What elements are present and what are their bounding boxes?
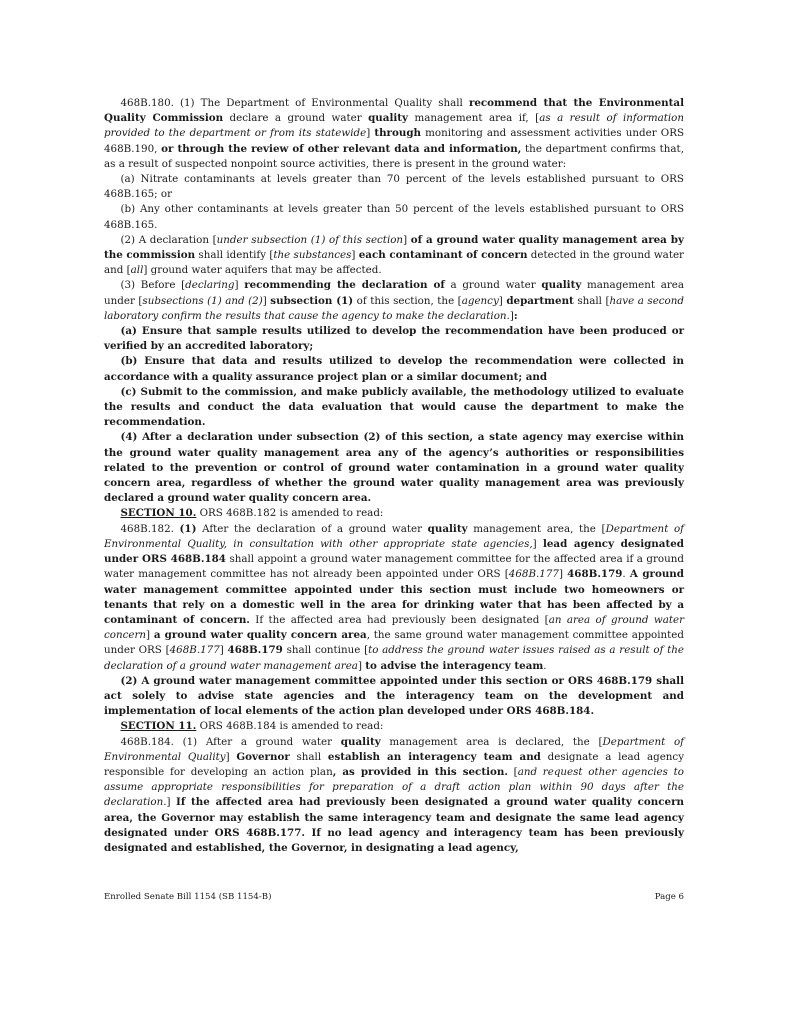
text-run: (3) Before [	[120, 279, 186, 292]
text-run: ]	[498, 294, 507, 307]
text-run: a ground water	[444, 279, 542, 292]
bold-text: of a ground water quality management area by the commission	[104, 233, 684, 262]
text-run: ]	[219, 644, 228, 657]
text-run: designate a lead agency responsible for developing an action plan	[104, 750, 685, 778]
italic-bracketed-text: all	[130, 264, 144, 277]
text-run: ]	[234, 279, 245, 292]
text-run: shall continue [	[282, 644, 369, 657]
bold-text: (2) A ground water management committee appointed under this section or ORS 468B.179 shall act solely to advise state agencies and the interagency team on the development and implementation of local elements of the action plan developed under ORS 468B.184.	[104, 674, 684, 718]
bold-text: :	[513, 309, 518, 322]
text-run: ] ground water aquifers that may be affected.	[143, 264, 382, 277]
paragraph	[104, 674, 684, 720]
bold-text: quality	[427, 522, 468, 535]
text-run: monitoring and assessment activities under ORS 468B.190,	[104, 127, 684, 155]
paragraph	[104, 719, 684, 734]
text-run: .	[543, 659, 547, 672]
italic-bracketed-text: agency	[461, 294, 499, 307]
text-run: [	[507, 765, 518, 778]
bold-text: department	[506, 294, 574, 307]
text-run: ORS 468B.182 is amended to read:	[196, 507, 384, 520]
paragraph	[104, 233, 684, 279]
bold-text: or through the review of other relevant data and information,	[161, 142, 522, 155]
text-run: the department confirms that, as a result of suspected nonpoint source activities, there is present in the ground water:	[104, 142, 684, 170]
text-run: ]	[351, 249, 359, 262]
paragraph	[104, 385, 684, 431]
bold-text: through	[374, 127, 422, 140]
italic-bracketed-text: 468B.177	[169, 644, 220, 657]
text-run: .	[622, 568, 630, 581]
page-footer	[104, 892, 684, 902]
section-heading: SECTION 11.	[120, 720, 197, 733]
text-run: shall [	[573, 294, 610, 307]
text-run: ]	[166, 796, 176, 809]
text-run: shall appoint a ground water management committee for the affected area if a ground water management committee has not already been appointed under ORS [	[104, 553, 684, 581]
bold-text: (b) Ensure that data and results utilized to develop the recommendation were collected in accordance with a quality assurance project plan or a similar document; and	[104, 355, 684, 383]
paragraph	[104, 324, 684, 354]
italic-bracketed-text: an area of ground water concern	[104, 613, 685, 642]
text-run: ]	[403, 233, 411, 246]
paragraph	[104, 172, 684, 202]
italic-bracketed-text: under subsection (1) of this section	[216, 233, 404, 246]
text-run: ]	[509, 309, 514, 322]
bold-text: quality	[368, 112, 409, 125]
bold-text: (c) Submit to the commission, and make publicly available, the methodology utilized to evaluate the results and conduct the data evaluation that would cause the department to make the recommendation.	[104, 385, 684, 429]
bold-text: quality	[541, 279, 582, 292]
italic-bracketed-text: the substances	[273, 249, 352, 262]
text-run: management area, the [	[467, 522, 606, 535]
italic-bracketed-text: 468B.177	[508, 568, 559, 581]
bold-text: recommend that the Environmental Quality Commission	[104, 97, 684, 125]
bold-text: subsection (1)	[270, 294, 354, 307]
paragraph	[104, 202, 684, 232]
text-run: 468B.182.	[120, 522, 180, 535]
bold-text: quality	[340, 735, 381, 748]
text-run: ]	[146, 629, 154, 642]
italic-bracketed-text: and request other agencies to assume appropriate responsibilities for preparation of a draft action plan within 90 days after the declaration.	[104, 765, 684, 809]
text-run: ]	[262, 294, 271, 307]
bold-text: A ground water management committee appointed under this section must include two homeowners or tenants that rely on a domestic well in the area for drinking water that has been affected by a contaminant of concern.	[104, 568, 684, 626]
paragraph	[104, 735, 684, 857]
text-run: , the same ground water management committee appointed under ORS [	[104, 629, 684, 657]
italic-bracketed-text: as a result of information provided to the department or from its statewide	[104, 112, 684, 140]
bold-text: each contaminant of concern	[358, 249, 528, 262]
text-run: 468B.184. (1) After a ground water	[120, 735, 341, 748]
text-run: ]	[558, 568, 568, 581]
text-run: (2) A declaration [	[120, 233, 217, 246]
bold-text: , as provided in this section.	[332, 765, 508, 778]
text-run: ]	[225, 750, 237, 763]
text-run: 468B.180. (1) The Department of Environmental Quality shall	[120, 97, 469, 109]
text-run: ]	[366, 127, 375, 140]
text-run: of this section, the [	[353, 294, 462, 307]
text-run: ORS 468B.184 is amended to read:	[196, 720, 384, 733]
paragraph	[104, 522, 684, 674]
italic-bracketed-text: have a second laboratory confirm the results that cause the agency to make the declaration.	[104, 294, 684, 322]
bold-text: (a) Ensure that sample results utilized to develop the recommendation have been produced or verified by an accredited laboratory;	[104, 325, 684, 353]
text-run: ]	[532, 537, 543, 550]
text-run: ]	[357, 659, 366, 672]
italic-bracketed-text: Department of Environmental Quality, in consultation with other appropriate state agencies,	[104, 522, 684, 550]
text-run: After the declaration of a ground water	[196, 522, 428, 535]
bold-text: 468B.179	[227, 644, 283, 657]
text-run: (a) Nitrate contaminants at levels greater than 70 percent of the levels established pursuant to ORS 468B.165; or	[104, 173, 684, 201]
italic-bracketed-text: to address the ground water issues raised as a result of the declaration of a ground water management area	[104, 644, 684, 672]
text-run: If the affected area had previously been designated [	[249, 613, 549, 626]
text-run: management area if, [	[408, 112, 540, 125]
paragraph	[104, 96, 684, 172]
section-heading: SECTION 10.	[120, 507, 197, 520]
bold-text: establish an interagency team and	[327, 750, 541, 763]
document-body	[104, 96, 684, 856]
bold-text: (4) After a declaration under subsection (2) of this section, a state agency may exercise within the ground water quality management area any of the agency’s authorities or responsibilities related to the prevention or control of ground water contamination in a ground water quality concern area, regardless of whether the ground water quality management area was previously declared a ground water quality concern area.	[104, 431, 684, 505]
text-run: shall identify [	[195, 249, 274, 262]
bold-text: (1)	[179, 522, 197, 535]
italic-bracketed-text: Department of Environmental Quality	[104, 735, 684, 763]
text-run: (b) Any other contaminants at levels greater than 50 percent of the levels established pursuant to ORS 468B.165.	[104, 203, 684, 231]
paragraph	[104, 506, 684, 521]
bold-text: If the affected area had previously been designated a ground water quality concern area, the Governor may establish the same interagency team and designate the same lead agency designated under ORS 468B.177. If no lead agency and interagency team has been previously designated and established, the Governor, in designating a lead agency,	[104, 796, 684, 854]
text-run: management area is declared, the [	[380, 735, 603, 748]
paragraph	[104, 354, 684, 384]
text-run: declare a ground water	[223, 112, 369, 125]
text-run: management area under [	[104, 279, 685, 307]
text-run: detected in the ground water and [	[104, 249, 684, 277]
italic-bracketed-text: declaring	[185, 279, 235, 292]
page-number: Page 6	[654, 892, 684, 902]
italic-bracketed-text: subsections (1) and (2)	[142, 294, 263, 307]
bold-text: to advise the interagency team	[365, 659, 544, 672]
bold-text: recommending the declaration of	[244, 279, 445, 292]
bold-text: Governor	[236, 750, 290, 763]
paragraph	[104, 430, 684, 506]
bold-text: 468B.179	[567, 568, 623, 581]
bill-identifier: Enrolled Senate Bill 1154 (SB 1154-B)	[104, 892, 272, 902]
bold-text: a ground water quality concern area	[153, 629, 367, 642]
text-run: shall	[289, 750, 328, 763]
paragraph	[104, 278, 684, 324]
bold-text: lead agency designated under ORS 468B.184	[104, 537, 684, 566]
